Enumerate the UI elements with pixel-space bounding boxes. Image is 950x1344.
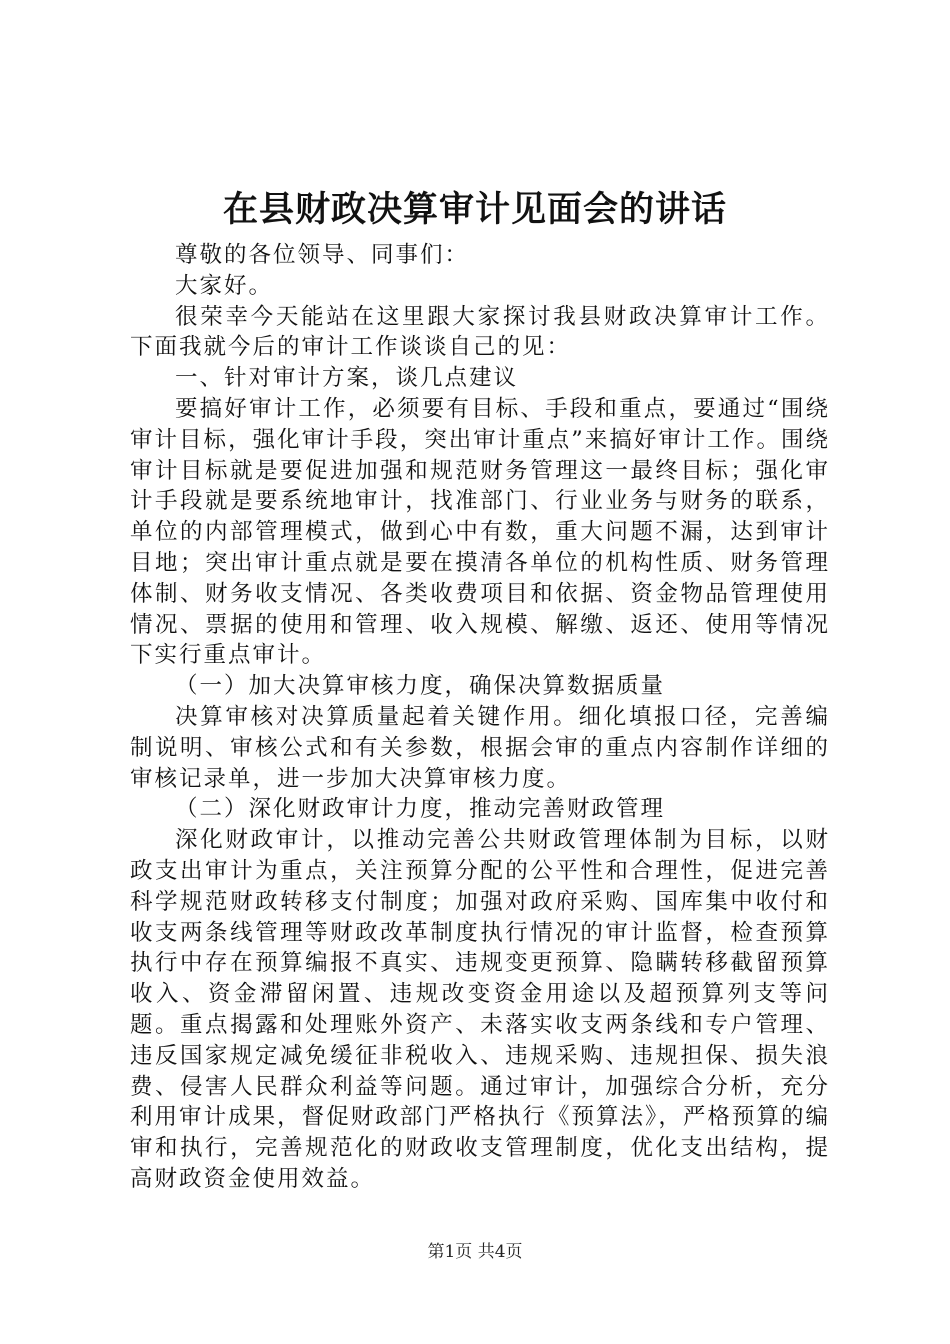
- body-paragraph-audit-goals: 要搞好审计工作，必须要有目标、手段和重点，要通过“围绕审计目标，强化审计手段，突出审计重点”来搞好审计工作。围绕审计目标就是要促进加强和规范财务管理这一最终目标；强化审计手段就是要系统地审计，找准部门、行业业务与财务的联系，单位的内部管理模式，做到心中有数，重大问题不漏，达到审计目地；突出审计重点就是要在摸清各单位的机构性质、财务管理体制、财务收支情况、各类收费项目和依据、资金物品管理使用情况、票据的使用和管理、收入规模、解缴、返还、使用等情况下实行重点审计。: [130, 395, 830, 669]
- salutation-paragraph: 尊敬的各位领导、同事们：: [175, 242, 470, 268]
- greeting-paragraph: 大家好。: [175, 272, 274, 299]
- body-paragraph-fiscal-audit: 深化财政审计，以推动完善公共财政管理体制为目标，以财政支出审计为重点，关注预算分配的公平性和合理性，促进完善科学规范财政转移支付制度；加强对政府采购、国库集中收付和收支两条线管理等财政改革制度执行情况的审计监督，检查预算执行中存在预算编报不真实、违规变更预算、隐瞒转移截留预算收入、资金滞留闲置、违规改变资金用途以及超预算列支等问题。重点揭露和处理账外资产、未落实收支两条线和专户管理、违反国家规定减免缓征非税收入、违规采购、违规担保、损失浪费、侵害人民群众利益等问题。通过审计，加强综合分析，充分利用审计成果，督促财政部门严格执行《预算法》，严格预算的编审和执行，完善规范化的财政收支管理制度，优化支出结构，提高财政资金使用效益。: [130, 827, 830, 1192]
- section-heading-1: 一、针对审计方案，谈几点建议: [175, 365, 519, 392]
- subsection-heading-2: （二）深化财政审计力度，推动完善财政管理: [175, 796, 666, 823]
- body-paragraph-final-review: 决算审核对决算质量起着关键作用。细化填报口径，完善编制说明、审核公式和有关参数，根据会审的重点内容制作详细的审核记录单，进一步加大决算审核力度。: [130, 703, 830, 792]
- document-body: [130, 240, 830, 1195]
- intro-paragraph: 很荣幸今天能站在这里跟大家探讨我县财政决算审计工作。下面我就今后的审计工作谈谈自己的见：: [130, 303, 830, 361]
- subsection-heading-1: （一）加大决算审核力度，确保决算数据质量: [175, 673, 666, 700]
- document-title: 在县财政决算审计见面会的讲话: [222, 189, 727, 230]
- page-footer: 第1页 共4页: [427, 1242, 523, 1262]
